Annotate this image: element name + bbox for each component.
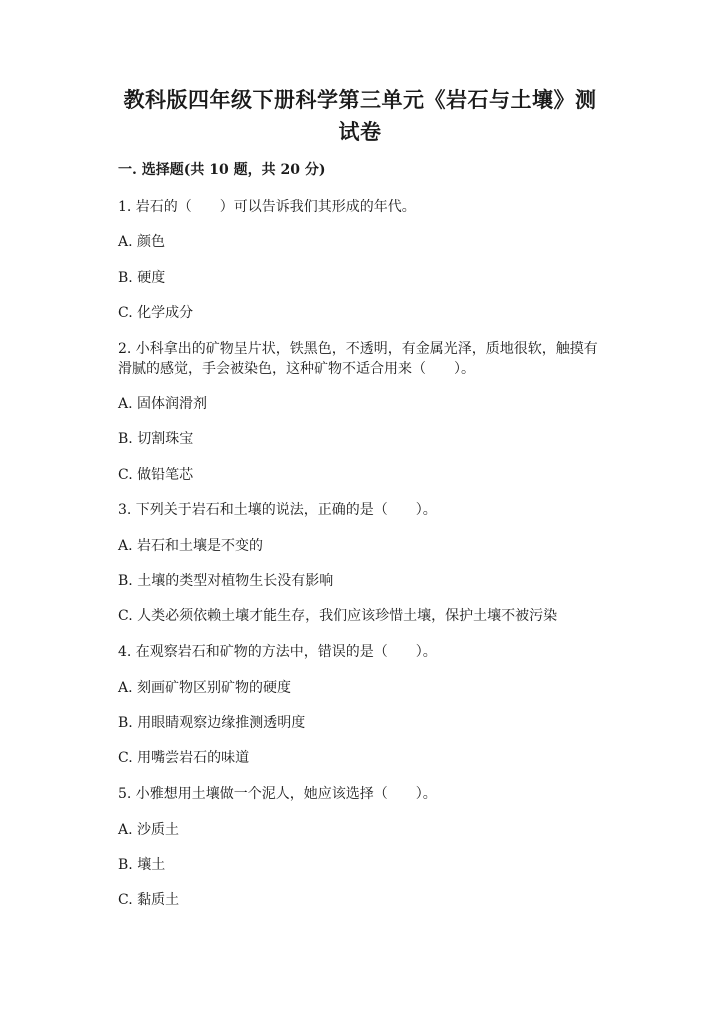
question-2-stem-line-1: 2. 小科拿出的矿物呈片状，铁黑色，不透明，有金属光泽，质地很软，触摸有 — [118, 341, 598, 357]
question-4-option-c: C. 用嘴尝岩石的味道 — [118, 750, 250, 766]
question-3-option-a: A. 岩石和土壤是不变的 — [118, 538, 264, 554]
question-3-option-c: C. 人类必须依赖土壤才能生存，我们应该珍惜土壤，保护土壤不被污染 — [118, 608, 558, 624]
question-2-option-a: A. 固体润滑剂 — [118, 396, 208, 412]
title-line-1: 教科版四年级下册科学第三单元《岩石与土壤》测 — [123, 87, 597, 112]
question-2-option-c: C. 做铅笔芯 — [118, 467, 194, 483]
question-4-option-b: B. 用眼睛观察边缘推测透明度 — [118, 715, 306, 731]
question-4-stem: 4. 在观察岩石和矿物的方法中，错误的是（ ）。 — [118, 644, 437, 660]
question-1-option-c: C. 化学成分 — [118, 305, 194, 321]
question-5-option-a: A. 沙质土 — [118, 822, 180, 838]
question-3-option-b: B. 土壤的类型对植物生长没有影响 — [118, 573, 334, 589]
question-1-option-a: A. 颜色 — [118, 234, 166, 250]
question-3-stem: 3. 下列关于岩石和土壤的说法，正确的是（ ）。 — [118, 502, 437, 518]
question-1-option-b: B. 硬度 — [118, 270, 166, 286]
question-5-option-c: C. 黏质土 — [118, 892, 180, 908]
question-5-stem: 5. 小雅想用土壤做一个泥人，她应该选择（ ）。 — [118, 786, 437, 802]
document-title — [100, 84, 620, 148]
title-line-2: 试卷 — [338, 119, 382, 144]
question-2-stem-line-2: 滑腻的感觉，手会被染色，这种矿物不适合用来（ ）。 — [118, 361, 475, 377]
question-5-option-b: B. 壤土 — [118, 857, 166, 873]
section-heading: 一. 选择题(共 10 题，共 20 分) — [118, 162, 326, 178]
question-1-stem: 1. 岩石的（ ）可以告诉我们其形成的年代。 — [118, 199, 416, 215]
question-4-option-a: A. 刻画矿物区别矿物的硬度 — [118, 680, 292, 696]
question-2-option-b: B. 切割珠宝 — [118, 431, 194, 447]
